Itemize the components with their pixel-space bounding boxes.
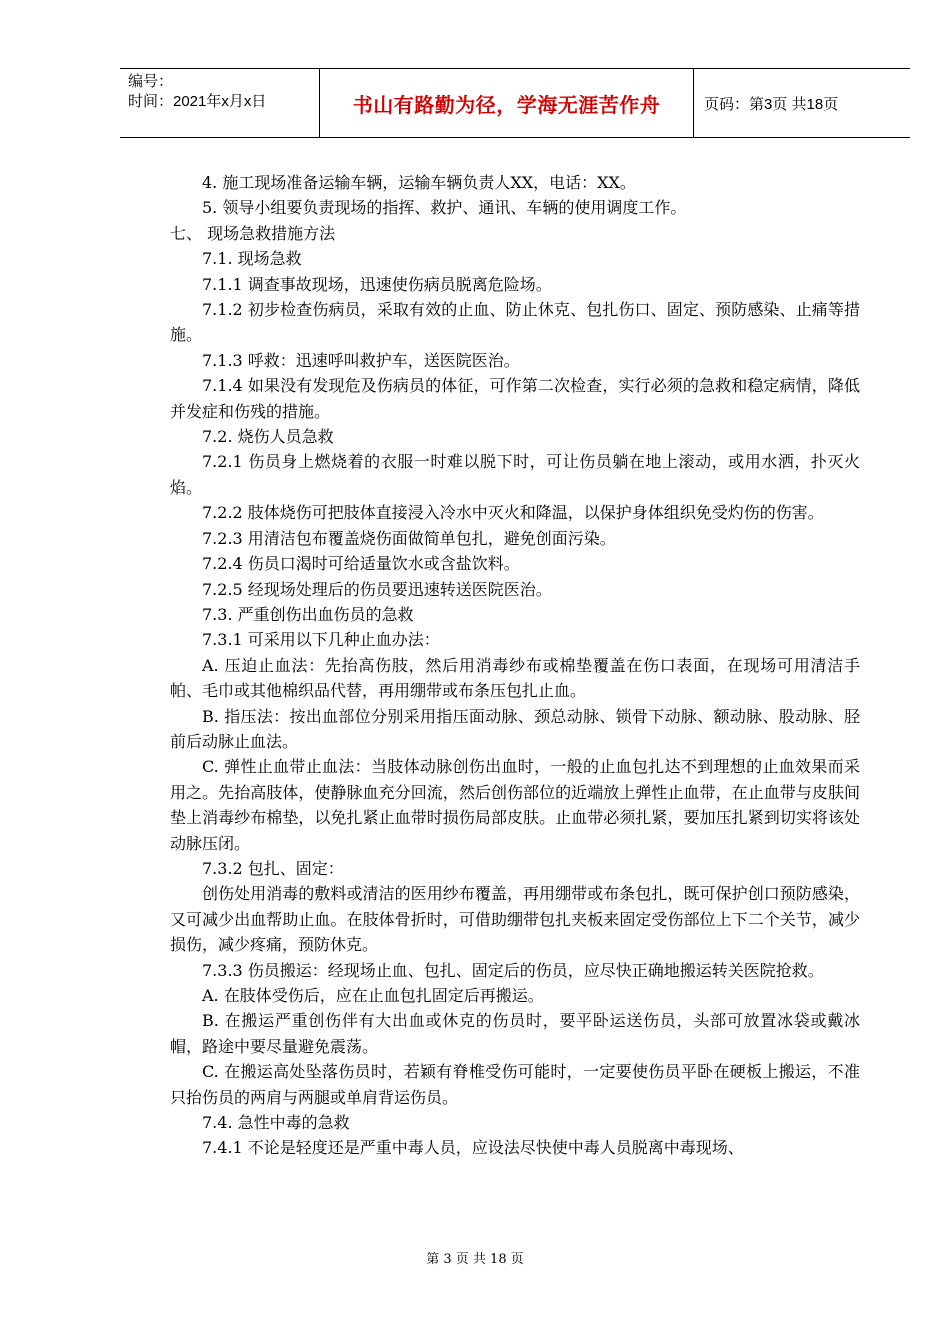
time-label: 时间：2021年x月x日 (128, 93, 267, 110)
paragraph: 7.3.3 伤员搬运：经现场止血、包扎、固定后的伤员，应尽快正确地搬运转关医院抢救。 (202, 960, 824, 980)
paragraph: 7.2.4 伤员口渴时可给适量饮水或含盐饮料。 (202, 554, 520, 574)
paragraph: A. 在肢体受伤后，应在止血包扎固定后再搬运。 (202, 986, 544, 1005)
header-meta (120, 69, 320, 137)
paragraph: 7.2.3 用清洁包布覆盖烧伤面做简单包扎，避免创面污染。 (202, 528, 616, 548)
paragraph: 5. 领导小组要负责现场的指挥、救护、通讯、车辆的使用调度工作。 (202, 198, 687, 218)
subsection-heading: 7.1. 现场急救 (202, 249, 302, 269)
paragraph: 7.3.1 可采用以下几种止血办法： (202, 630, 440, 650)
header-page-info: 页码：第3页 共18页 (704, 95, 839, 113)
paragraph: B. 在搬运严重创伤伴有大出血或休克的伤员时，要平卧运送伤员，头部可放置冰袋或戴冰帽，路途中要尽量避免震荡。 (170, 1011, 860, 1056)
paragraph: 7.2.2 肢体烧伤可把肢体直接浸入冷水中灭火和降温，以保护身体组织免受灼伤的伤害。 (202, 503, 824, 523)
paragraph: 7.3.2 包扎、固定： (202, 858, 344, 878)
subsection-heading: 7.4. 急性中毒的急救 (202, 1113, 350, 1133)
header-motto: 书山有路勤为径，学海无涯苦作舟 (320, 69, 694, 137)
paragraph: 7.4.1 不论是轻度还是严重中毒人员，应设法尽快使中毒人员脱离中毒现场、 (202, 1138, 744, 1158)
paragraph: 7.1.2 初步检查伤病员，采取有效的止血、防止休克、包扎伤口、固定、预防感染、止痛等措施。 (170, 300, 860, 345)
paragraph: 7.1.4 如果没有发现危及伤病员的体征，可作第二次检查，实行必须的急救和稳定病情，降低并发症和伤残的措施。 (170, 376, 860, 421)
header-table (120, 68, 910, 138)
paragraph: 7.2.1 伤员身上燃烧着的衣服一时难以脱下时，可让伤员躺在地上滚动，或用水洒，扑灭火焰。 (170, 452, 860, 497)
paragraph: C. 在搬运高处坠落伤员时，若颖有脊椎受伤可能时，一定要使伤员平卧在硬板上搬运，不准只抬伤员的两肩与两腿或单肩背运伤员。 (170, 1062, 860, 1107)
subsection-heading: 7.3. 严重创伤出血伤员的急救 (202, 604, 414, 624)
paragraph: 7.1.1 调查事故现场，迅速使伤病员脱离危险场。 (202, 274, 552, 294)
paragraph: A. 压迫止血法：先抬高伤肢，然后用消毒纱布或棉垫覆盖在伤口表面，在现场可用清洁手帕、毛巾或其他棉织品代替，再用绷带或布条压包扎止血。 (170, 655, 860, 701)
paragraph: 7.1.3 呼救：迅速呼叫救护车，送医院医治。 (202, 350, 520, 370)
paragraph: B. 指压法：按出血部位分别采用指压面动脉、颈总动脉、锁骨下动脉、额动脉、股动脉、胫前后动脉止血法。 (170, 706, 860, 751)
page-footer: 第 3 页 共 18 页 (426, 1252, 524, 1267)
body-text (170, 170, 860, 1161)
paragraph: C. 弹性止血带止血法：当肢体动脉创伤出血时，一般的止血包扎达不到理想的止血效果而采用之。先抬高肢体，使静脉血充分回流，然后创伤部位的近端放上弹性止血带，在止血带与皮肤间垫上消毒纱布棉垫，以免扎紧止血带时损伤局部皮肤。止血带必须扎紧，要加压扎紧到切实将该处动脉压闭。 (170, 757, 860, 853)
paragraph: 7.2.5 经现场处理后的伤员要迅速转送医院医治。 (202, 579, 552, 599)
subsection-heading: 7.2. 烧伤人员急救 (202, 427, 334, 447)
number-label: 编号： (128, 73, 174, 90)
paragraph: 创伤处用消毒的敷料或清洁的医用纱布覆盖，再用绷带或布条包扎，既可保护创口预防感染，又可减少出血帮助止血。在肢体骨折时，可借助绷带包扎夹板来固定受伤部位上下二个关节，减少损伤，减少疼痛，预防休克。 (170, 884, 860, 955)
section-heading: 七、 现场急救措施方法 (170, 223, 336, 243)
paragraph: 4. 施工现场准备运输车辆，运输车辆负责人XX，电话：XX。 (202, 173, 636, 192)
